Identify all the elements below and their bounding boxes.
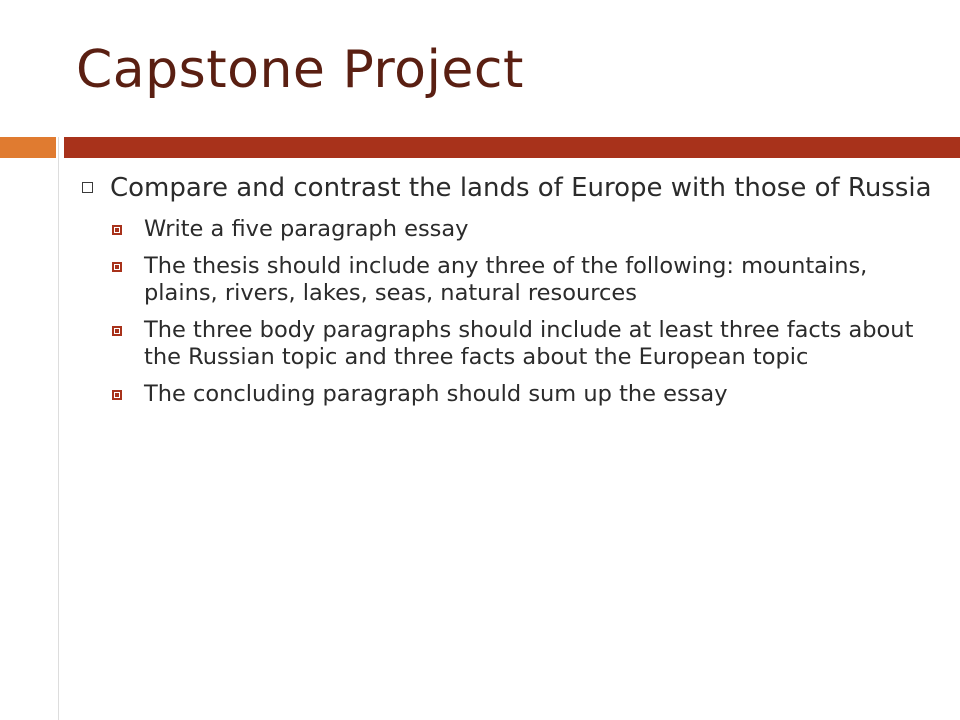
slide-body <box>82 172 942 418</box>
square-bullet-icon <box>112 390 122 400</box>
divider-line <box>58 137 59 720</box>
bullet-level2-text: The concluding paragraph should sum up the essay <box>144 381 728 407</box>
bullet-level2-text: The three body paragraphs should include at least three facts about the Russian topic and three facts about the European topic <box>144 317 914 370</box>
bullet-level1 <box>82 172 942 204</box>
bullet-level2 <box>110 317 942 371</box>
square-bullet-icon <box>112 326 122 336</box>
square-bullet-icon <box>112 225 122 235</box>
bullet-level1-text: Compare and contrast the lands of Europe with those of Russia <box>110 173 932 203</box>
accent-bar-left <box>0 137 56 158</box>
bullet-level2 <box>110 253 942 307</box>
square-bullet-icon <box>112 262 122 272</box>
bullet-level2 <box>110 381 942 408</box>
accent-bar-right <box>64 137 960 158</box>
slide-title: Capstone Project <box>76 40 524 100</box>
bullet-level2-text: Write a five paragraph essay <box>144 216 469 242</box>
square-outline-bullet-icon <box>82 182 93 193</box>
bullet-level2 <box>110 216 942 243</box>
bullet-level2-text: The thesis should include any three of the following: mountains, plains, rivers, lakes, seas, natural resources <box>144 253 868 306</box>
